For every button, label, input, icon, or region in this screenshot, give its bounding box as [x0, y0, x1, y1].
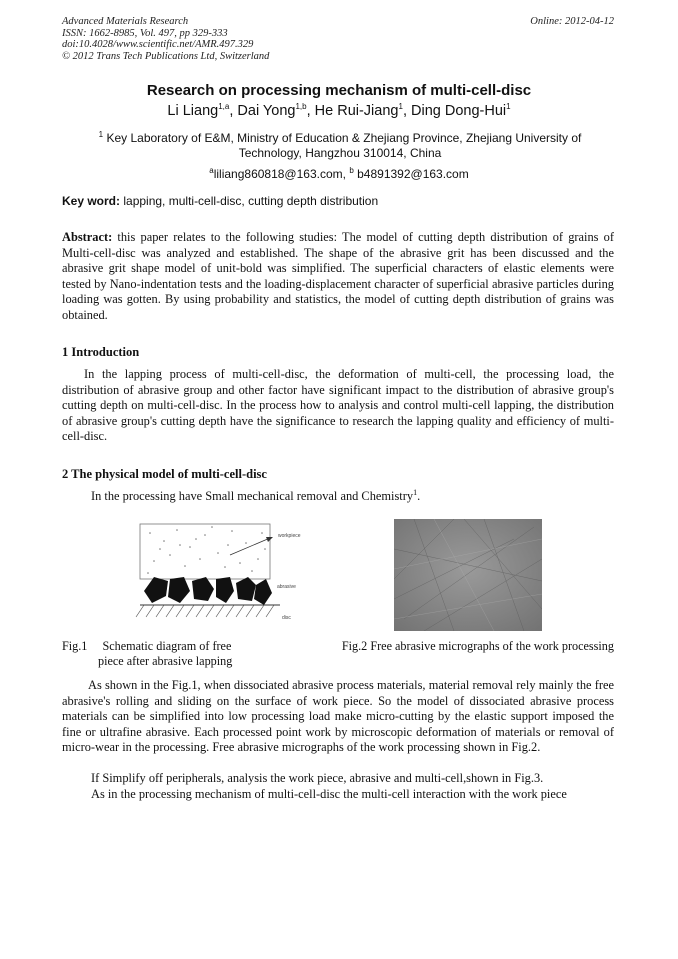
author-name: Li Liang — [167, 103, 219, 119]
label-workpiece: workpiece — [278, 533, 301, 539]
affiliation-line2: Technology, Hangzhou 310014, China — [238, 146, 442, 160]
label-disc: disc — [282, 615, 291, 621]
fig1-caption — [62, 639, 262, 669]
journal-copyright: © 2012 Trans Tech Publications Ltd, Switzerland — [62, 50, 270, 62]
disc-hatch — [136, 605, 274, 617]
fig1-schematic — [130, 521, 310, 625]
affiliation-sup: 1 — [98, 130, 104, 139]
section2-line-end: . — [417, 489, 421, 503]
author-sup: 1,b — [295, 102, 307, 112]
fig1-caption-line2: piece after abrasive lapping — [98, 654, 233, 668]
abstract-text: this paper relates to the following studies: The model of cutting depth distribution of grains of Multi-cell-disc was analyzed and established. The shape of the abrasive grit has been discussed and the abrasive grit shape model of unit-bold was simplified. The superficial characters of elastic elements were tested by Nano-indentation tests and the loading-displacement character of superficial abrasive particles during loading was gotten. By using probability and statistics, the model of cutting depth distribution of grains was obtained. — [62, 230, 614, 322]
section2-first-line — [91, 489, 420, 505]
author-name: Ding Dong-Hui — [411, 103, 507, 119]
journal-doi: doi:10.4028/www.scientific.net/AMR.497.329 — [62, 39, 254, 50]
email-line — [0, 167, 678, 182]
author-sup: 1 — [506, 102, 511, 112]
micrograph-background — [394, 519, 542, 631]
fig1-caption-line1: Schematic diagram of free — [102, 639, 232, 653]
body-paragraph-3: As in the processing mechanism of multi-cell-disc the multi-cell interaction with the work piece — [91, 787, 567, 801]
affiliation — [70, 131, 610, 161]
introduction-text: In the lapping process of multi-cell-disc, the deformation of multi-cell, the processing load, the distribution of abrasive group and other factor have significant impact to the distribution of abrasive group's cutting depth on multi-cell-disc. In the process how to analysis and control multi-cell lapping, the distribution of abrasive group's cutting depth have the significance to research the lapping quality and efficiency of multi-cell-disc. — [62, 367, 614, 444]
author-name: He Rui-Jiang — [314, 103, 399, 119]
fig2-micrograph — [394, 519, 542, 631]
body-paragraph-2: If Simplify off peripherals, analysis the work piece, abrasive and multi-cell,shown in Fig.3. — [91, 771, 544, 785]
author-sup: 1 — [398, 102, 403, 112]
section-heading-introduction: 1 Introduction — [62, 345, 140, 359]
email-sup-b: b — [349, 166, 354, 175]
body-paragraph-1: As shown in the Fig.1, when dissociated abrasive process materials, material removal rely mainly the free abrasive's rolling and sliding on the surface of work piece. So the model of dissociated abrasive process materials can be simplified into low processing load make micro-cutting by the elastic support imposed the fine or ultrafine abrasive. Each processed point work by microscopic deformation of materials or removal of micro-wear in the processing. Free abrasive micrographs of the work processing shown in Fig.2. — [62, 678, 614, 755]
abstract-label: Abstract: — [62, 230, 113, 244]
abrasive-grains — [144, 577, 272, 605]
email-a: liliang860818@163.com, — [213, 167, 346, 181]
email-sup-a: a — [209, 166, 214, 175]
label-abrasive: abrasive — [277, 584, 296, 590]
author-list: Li Liang$^{1,a}$, Dai Yong$^{1,b}$, He Rui-Jiang$^1$, Ding Dong-Hui$^1$ — [167, 102, 511, 119]
paper-title: Research on processing mechanism of multi-cell-disc — [146, 82, 532, 99]
fig2-caption: Fig.2 Free abrasive micrographs of the work processing — [341, 639, 614, 653]
workpiece-block — [140, 524, 270, 579]
author-name: Dai Yong — [237, 103, 296, 119]
journal-name: Advanced Materials Research — [62, 16, 189, 27]
affiliation-line1: Key Laboratory of E&M, Ministry of Education & Zhejiang Province, Zhejiang University of — [106, 131, 582, 145]
online-date: Online: 2012-04-12 — [530, 16, 614, 27]
section-heading-physical-model: 2 The physical model of multi-cell-disc — [62, 467, 267, 481]
journal-header — [62, 16, 269, 62]
keywords — [62, 194, 378, 208]
journal-issn: ISSN: 1662-8985, Vol. 497, pp 329-333 — [62, 27, 228, 39]
keywords-label: Key word: — [62, 194, 121, 208]
citation-sup: 1 — [413, 487, 418, 497]
keywords-text: lapping, multi-cell-disc, cutting depth distribution — [123, 194, 379, 208]
abstract — [62, 230, 614, 324]
fig1-caption-num: Fig.1 — [62, 639, 88, 653]
author-sup: 1,a — [218, 102, 230, 112]
section2-line-text: In the processing have Small mechanical removal and Chemistry — [91, 489, 414, 503]
email-b: b4891392@163.com — [357, 167, 469, 181]
